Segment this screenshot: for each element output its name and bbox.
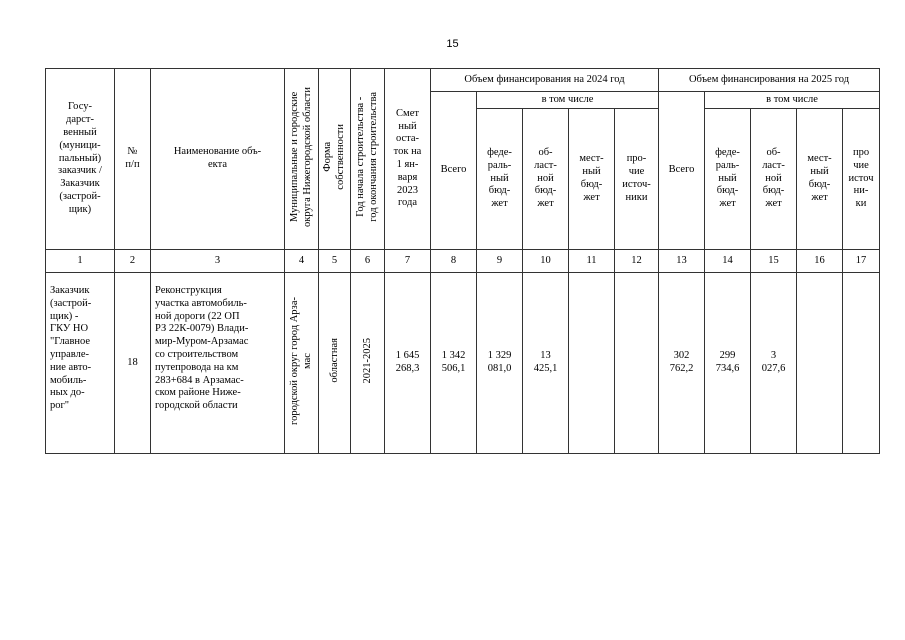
column-number: 11 — [569, 250, 615, 273]
header-federal-2025: феде- раль- ный бюд- жет — [705, 109, 751, 250]
cell-customer: Заказчик (застрой- щик) - ГКУ НО "Главное управле- ние авто- мобиль- ных до- рог" — [46, 273, 115, 454]
cell-local-2025 — [797, 273, 843, 454]
column-number: 8 — [431, 250, 477, 273]
cell-row-no: 18 — [115, 273, 151, 454]
cell-other-2025 — [843, 273, 880, 454]
table-row — [46, 273, 880, 454]
header-other-2025: про чие источ ни- ки — [843, 109, 880, 250]
header-years-text: Год начала строительства - год окончания строительства — [355, 91, 380, 222]
cell-ownership-text: областная — [328, 338, 340, 383]
header-local-2024: мест- ный бюд- жет — [569, 109, 615, 250]
column-number: 14 — [705, 250, 751, 273]
cell-total-2024: 1 342 506,1 — [431, 273, 477, 454]
column-number: 13 — [659, 250, 705, 273]
header-years — [351, 69, 385, 250]
column-number: 3 — [151, 250, 285, 273]
cell-regional-2025: 3 027,6 — [751, 273, 797, 454]
header-regional-2024: об- ласт- ной бюд- жет — [523, 109, 569, 250]
cell-local-2024 — [569, 273, 615, 454]
column-number: 10 — [523, 250, 569, 273]
header-total-2025: Всего — [659, 92, 705, 250]
header-row-no: № п/п — [115, 69, 151, 250]
column-number: 16 — [797, 250, 843, 273]
column-number: 17 — [843, 250, 880, 273]
column-number: 5 — [319, 250, 351, 273]
cell-remaining-cost: 1 645 268,3 — [385, 273, 431, 454]
column-number: 6 — [351, 250, 385, 273]
header-federal-2024: феде- раль- ный бюд- жет — [477, 109, 523, 250]
header-local-2025: мест- ный бюд- жет — [797, 109, 843, 250]
header-customer: Госу- дарст- венный (муници- пальный) заказчик / Заказчик (застрой- щик) — [46, 69, 115, 250]
column-number: 1 — [46, 250, 115, 273]
financing-table — [45, 68, 880, 454]
header-remaining-cost: Смет ный оста- ток на 1 ян- варя 2023 года — [385, 69, 431, 250]
header-fin-2025: Объем финансирования на 2025 год — [659, 69, 880, 92]
header-ownership — [319, 69, 351, 250]
column-number: 15 — [751, 250, 797, 273]
cell-ownership — [319, 273, 351, 454]
column-number-row — [46, 250, 880, 273]
header-other-2024: про- чие источ- ники — [615, 109, 659, 250]
cell-object-name: Реконструкция участка автомобиль- ной дороги (22 ОП РЗ 22К-0079) Влади- мир-Муром-Арзамас со строительством путепровода на км 283+684 в Арзамас- ском районе Ниже- городской области — [151, 273, 285, 454]
header-fin-2024: Объем финансирования на 2024 год — [431, 69, 659, 92]
header-ownership-text: Форма собственности — [322, 123, 347, 190]
column-number: 12 — [615, 250, 659, 273]
header-total-2024: Всего — [431, 92, 477, 250]
header-municipality-text: Муниципальные и городские округа Нижегородской области — [289, 86, 314, 227]
column-number: 2 — [115, 250, 151, 273]
header-regional-2025: об- ласт- ной бюд- жет — [751, 109, 797, 250]
cell-municipality — [285, 273, 319, 454]
column-number: 4 — [285, 250, 319, 273]
cell-municipality-text: городской округ город Арза- мас — [289, 296, 314, 425]
header-including-2024: в том числе — [477, 92, 659, 109]
header-including-2025: в том числе — [705, 92, 880, 109]
column-number: 7 — [385, 250, 431, 273]
cell-years — [351, 273, 385, 454]
cell-years-text: 2021-2025 — [361, 337, 373, 384]
header-municipality — [285, 69, 319, 250]
header-object-name: Наименование объ- екта — [151, 69, 285, 250]
cell-federal-2024: 1 329 081,0 — [477, 273, 523, 454]
page-number: 15 — [446, 38, 459, 50]
cell-other-2024 — [615, 273, 659, 454]
cell-regional-2024: 13 425,1 — [523, 273, 569, 454]
cell-total-2025: 302 762,2 — [659, 273, 705, 454]
column-number: 9 — [477, 250, 523, 273]
cell-federal-2025: 299 734,6 — [705, 273, 751, 454]
